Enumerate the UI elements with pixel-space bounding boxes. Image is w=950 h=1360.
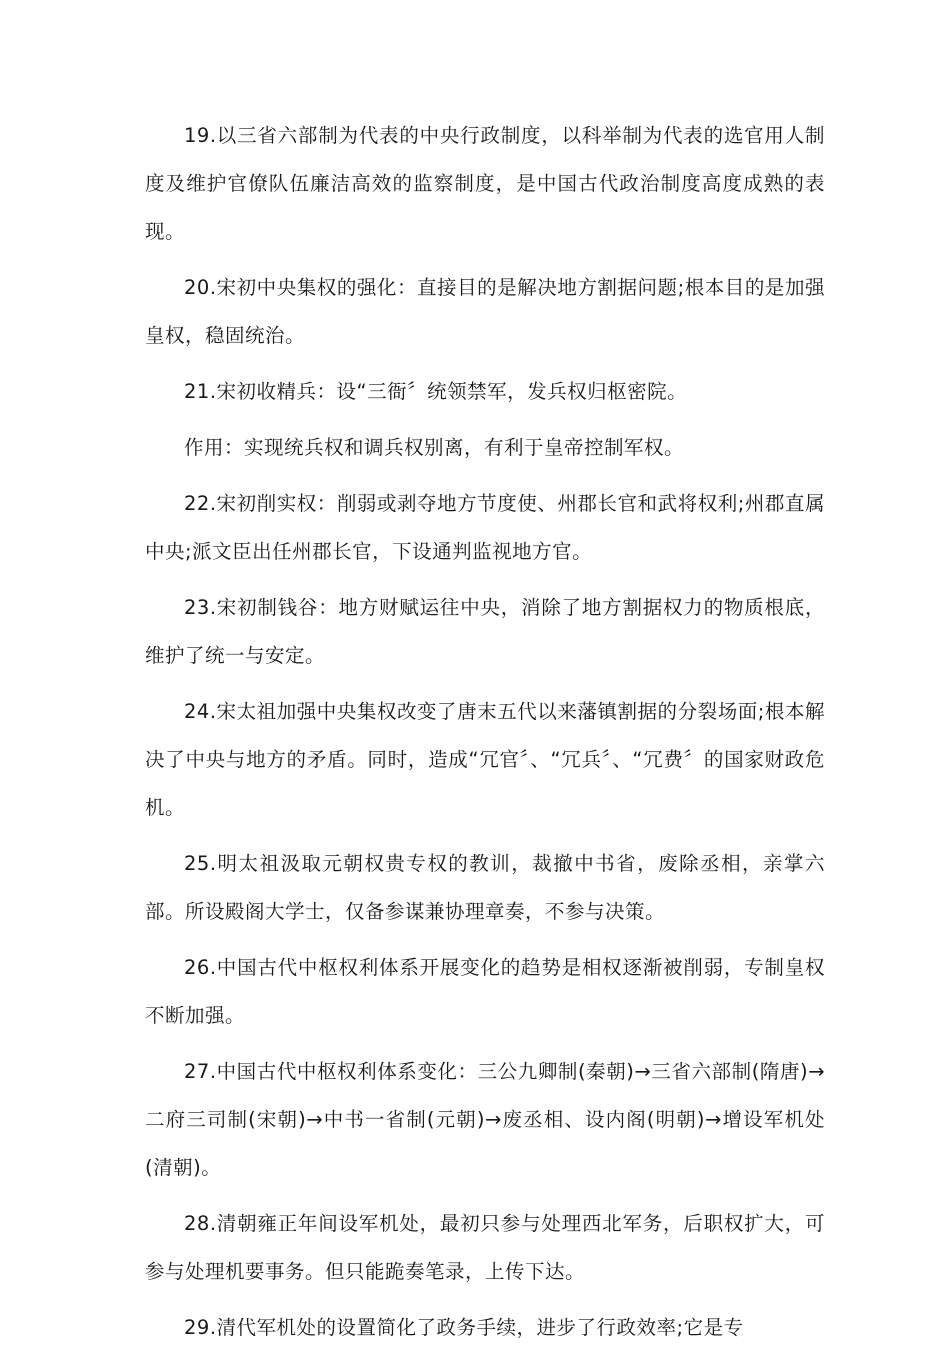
paragraph-28: 28.清朝雍正年间设军机处，最初只参与处理西北军务，后职权扩大，可参与处理机要事务。但只能跪奏笔录，上传下达。 bbox=[145, 1212, 825, 1283]
document-page bbox=[145, 112, 825, 1360]
paragraph-26: 26.中国古代中枢权利体系开展变化的趋势是相权逐渐被削弱，专制皇权不断加强。 bbox=[145, 956, 825, 1027]
paragraph-24: 24.宋太祖加强中央集权改变了唐末五代以来藩镇割据的分裂场面;根本解决了中央与地方的矛盾。同时，造成“冗官〞、“冗兵〞、“冗费〞的国家财政危机。 bbox=[145, 700, 825, 819]
paragraph-19: 19.以三省六部制为代表的中央行政制度，以科举制为代表的选官用人制度及维护官僚队伍廉洁高效的监察制度，是中国古代政治制度高度成熟的表现。 bbox=[145, 124, 825, 243]
paragraph-21-effect: 作用：实现统兵权和调兵权别离，有利于皇帝控制军权。 bbox=[184, 436, 685, 459]
paragraph-25: 25.明太祖汲取元朝权贵专权的教训，裁撤中书省，废除丞相，亲掌六部。所设殿阁大学士，仅备参谋兼协理章奏，不参与决策。 bbox=[145, 852, 825, 923]
paragraph-27: 27.中国古代中枢权利体系变化：三公九卿制(秦朝)→三省六部制(隋唐)→二府三司制(宋朝)→中书一省制(元朝)→废丞相、设内阁(明朝)→增设军机处(清朝)。 bbox=[145, 1060, 825, 1179]
paragraph-22: 22.宋初削实权：削弱或剥夺地方节度使、州郡长官和武将权利;州郡直属中央;派文臣出任州郡长官，下设通判监视地方官。 bbox=[145, 492, 825, 563]
paragraph-23: 23.宋初制钱谷：地方财赋运往中央，消除了地方割据权力的物质根底，维护了统一与安定。 bbox=[145, 596, 825, 667]
paragraph-21: 21.宋初收精兵：设“三衙〞统领禁军，发兵权归枢密院。 bbox=[184, 380, 688, 403]
paragraph-20: 20.宋初中央集权的强化：直接目的是解决地方割据问题;根本目的是加强皇权，稳固统治。 bbox=[145, 276, 825, 347]
paragraph-29: 29.清代军机处的设置简化了政务手续，进步了行政效率;它是专 bbox=[184, 1316, 744, 1339]
